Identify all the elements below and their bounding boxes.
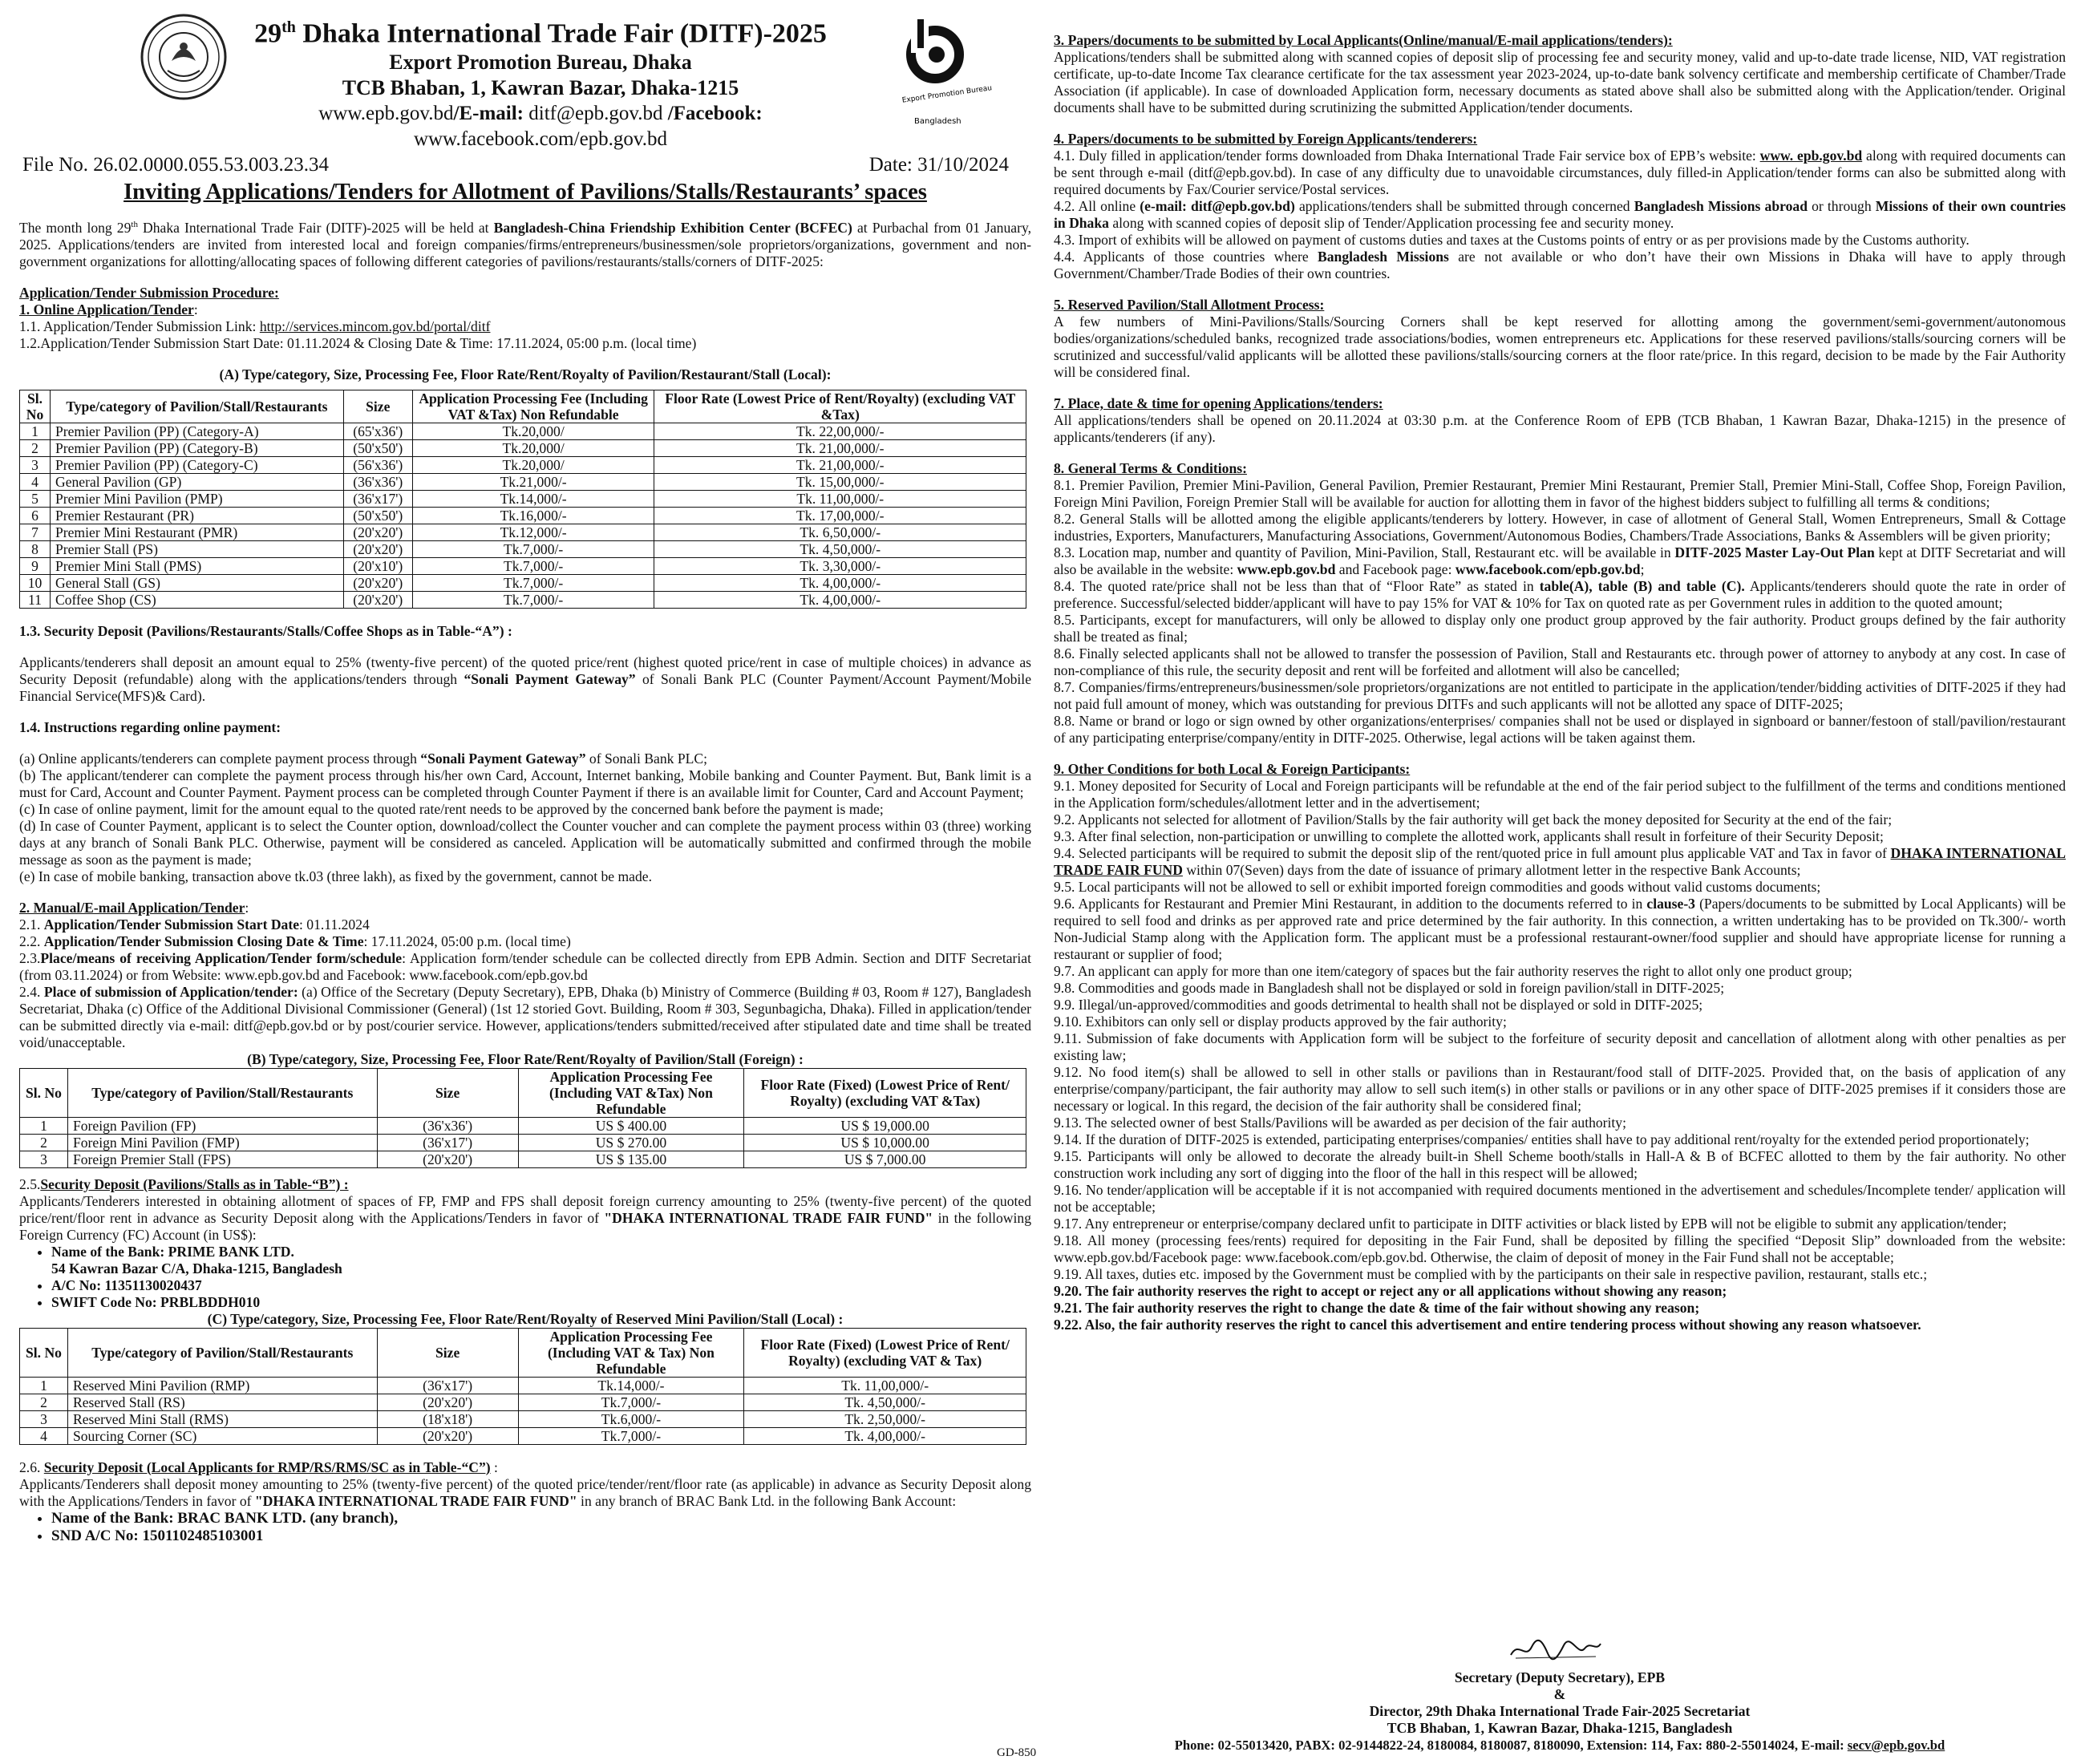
s14-c: (c) In case of online payment, limit for the amount equal to the quoted rate/rent needs to be approved by the concerned bank before the payment is made;: [19, 800, 884, 817]
r8-2: 8.2. General Stalls will be allotted among the eligible applicants/tenderers by lottery. However, in case of allotment of General Stall, Women Entrepreneurs, Small & Cottage industries, Exporters, Manufacturers, Manufacturing Associations, Government/Autonomous Bodies, Chambers/Trade Associations, Banks & Assemblers will be given priority;: [1054, 511, 2066, 544]
table-cell: US $ 19,000.00: [744, 1117, 1026, 1134]
table-cell: Tk.6,000/-: [518, 1410, 744, 1427]
table-cell: Reserved Mini Stall (RMS): [67, 1410, 377, 1427]
signature-amp: &: [1553, 1686, 1566, 1702]
table-cell: Tk. 3,30,000/-: [654, 557, 1026, 574]
r9-6: 9.6. Applicants for Restaurant and Premier Mini Restaurant, in addition to the documents referred to in clause-3 (Papers/documents to be submitted by Local Applicants) will be required to sell food and drinks as per approved rate and price determined by the fair authority. In this connection, a written undertaking has to be provided on Tk.300/- worth Non-Judicial Stamp along with the Application form. The applicant must be a professional restaurant-owner/food supplier and should have appropriate license for running a restaurant or supplier of food;: [1054, 896, 2066, 962]
r9-10: 9.10. Exhibitors can only sell or display products approved by the fair authority;: [1054, 1013, 1507, 1030]
right-column: [1054, 32, 2066, 1333]
procedure-heading: Application/Tender Submission Procedure:: [19, 284, 279, 301]
table-cell: Reserved Stall (RS): [67, 1394, 377, 1410]
r7-text: All applications/tenders shall be opened on 20.11.2024 at 03:30 p.m. at the Conference Room of EPB (TCB Bhaban, 1 Kawran Bazar, Dhaka-1215) in the presence of applicants/tenderers (if any).: [1054, 412, 2066, 445]
submission-link[interactable]: http://services.mincom.gov.bd/portal/ditf: [259, 318, 491, 334]
table-cell: Foreign Pavilion (FP): [67, 1117, 377, 1134]
swift-code: • SWIFT Code No: PRBLBDDH010: [51, 1294, 1031, 1311]
r5-text: A few numbers of Mini-Pavilions/Stalls/Sourcing Corners shall be kept reserved for allotting among the government/semi-government/autonomous bodies/organizations/scheduled banks, recognized trade associations/bodies, women entrepreneurs etc. Applications for these reserved pavilions/stalls/sourcing corners will be scrutinized and successful/valid applicants will be allotted these pavilions/stalls/sourcing corners at the floor rate/price. In this regard, decision to be made by the Fair Authority will be considered final.: [1054, 314, 2066, 380]
s14-b: (b) The applicant/tenderer can complete the payment process through his/her own Card, Account, Internet banking, Mobile banking and Counter Payment. But, Bank limit is a must for Card, Account and Counter Payment. Payment process can be completed through Counter Payment if there is an available limit for Counter, Card and Account Payment;: [19, 767, 1031, 800]
table-cell: 4: [20, 1427, 68, 1444]
table-cell: Tk.7,000/-: [412, 540, 654, 557]
account-number: • A/C No: 11351130020437: [51, 1277, 1031, 1294]
table-row: [20, 1134, 1026, 1151]
table-c-caption: (C) Type/category, Size, Processing Fee, Floor Rate/Rent/Royalty of Reserved Mini Pavilion/Stall (Local) :: [207, 1310, 844, 1327]
table-cell: Foreign Premier Stall (FPS): [67, 1151, 377, 1167]
s2-4: 2.4. Place of submission of Application/tender: (a) Office of the Secretary (Deputy Secretary), EPB, Dhaka (b) Ministry of Commerce (Building # 03, Room # 127), Bangladesh Secretariat, Dhaka (c) Office of the Additional Divisional Commissioner (General) (1st 12 storied Govt. Building, Room # 303, Segunbagicha, Dhaka). Filled in application/tender can be submitted directly via e-mail: ditf@epb.gov.bd or by post/courier service. However, applications/tenders submitted/received after stipulated date and time shall be treated void/unacceptable.: [19, 983, 1031, 1050]
s14-e: (e) In case of mobile banking, transaction above tk.03 (three lakh), as fixed by the government, cannot be made.: [19, 868, 652, 884]
table-cell: 10: [20, 574, 51, 591]
table-cell: Tk.14,000/-: [412, 490, 654, 507]
table-row: [20, 540, 1026, 557]
signature-mark: [1508, 1636, 1604, 1663]
header: [19, 0, 1031, 151]
signature-block: [1054, 1669, 2066, 1754]
table-row: [20, 490, 1026, 507]
table-a-body: [20, 423, 1026, 608]
s14-d: (d) In case of Counter Payment, applicant is to select the Counter option, download/collect the Counter voucher and can complete the payment process within 03 (three) working days at any branch of Sonali Bank PLC. Otherwise, payment will be considered as canceled. Application will be automatically submitted and confirmed through the mobile message as soon as the payment is made;: [19, 817, 1031, 868]
r4-1: 4.1. Duly filled in application/tender forms downloaded from Dhaka International Trade Fair service box of EPB’s website: www. epb.gov.bd along with required documents can be sent through e-mail (ditf@epb.gov.bd). In case of any difficulty due to unavoidable circumstances, duly filled-in Application/tender forms can also be submitted along with required documents by Fax/Courier service/Postal services.: [1054, 148, 2066, 197]
table-c-body: [20, 1377, 1026, 1444]
organization-name: Export Promotion Bureau, Dhaka: [389, 51, 692, 75]
r9-9: 9.9. Illegal/un-approved/commodities and goods detrimental to health shall not be displayed or sold in DITF-2025;: [1054, 997, 1703, 1013]
table-cell: General Pavilion (GP): [50, 473, 343, 490]
col-header: Floor Rate (Fixed) (Lowest Price of Rent/ Royalty) (excluding VAT & Tax): [744, 1328, 1026, 1377]
snd-account: • SND A/C No: 1501102485103001: [51, 1527, 1031, 1545]
r4-4: 4.4. Applicants of those countries where Bangladesh Missions are not available or who don’t have their own Missions in Dhaka will have to apply through Government/Chamber/Trade Bodies of their own countries.: [1054, 249, 2066, 281]
table-cell: (50'x50'): [343, 507, 412, 524]
r9-19: 9.19. All taxes, duties etc. imposed by the Government must be complied with by the participants on their sale in respective pavilion, restaurant, stalls etc.;: [1054, 1266, 1928, 1282]
r9-17: 9.17. Any entrepreneur or enterprise/company declared unfit to participate in DITF activities or black listed by EPB will not be eligible to submit any application/tender;: [1054, 1216, 2007, 1232]
table-cell: US $ 135.00: [518, 1151, 744, 1167]
table-cell: Sourcing Corner (SC): [67, 1427, 377, 1444]
table-cell: US $ 7,000.00: [744, 1151, 1026, 1167]
file-date-line: [19, 154, 1031, 176]
fair-title: 29th Dhaka International Trade Fair (DITF)-2025: [254, 18, 827, 49]
table-cell: 3: [20, 456, 51, 473]
signatory-address: TCB Bhaban, 1, Kawran Bazar, Dhaka-1215, Bangladesh: [1387, 1720, 1733, 1736]
table-cell: (56'x36'): [343, 456, 412, 473]
r3-text: Applications/tenders shall be submitted along with scanned copies of deposit slip of processing fee and security money, valid and up-to-date trade license, NID, VAT registration certificate, up-to-date Income Tax clearance certificate for the tax assessment year 2023-2024, up-to-date bank solvency certificate and membership certificate of Chamber/Trade Association (if applicable). In case of downloaded Application form, necessary documents as stated above shall also be submitted along with the Application/tender. Original documents shall have to be submitted during scrutinizing the submitted Application/tender documents.: [1054, 49, 2066, 115]
signatory-contact: Phone: 02-55013420, PABX: 02-9144822-24, 8180084, 8180087, 8180090, Extension: 114, Fax: 880-2-55014024, E-mail: secv@epb.gov.bd: [1174, 1738, 1945, 1753]
table-cell: (50'x50'): [343, 439, 412, 456]
table-cell: Tk.20,000/: [412, 456, 654, 473]
col-header: Sl. No: [20, 1068, 68, 1117]
svg-text:Export Promotion Bureau: Export Promotion Bureau: [901, 84, 993, 105]
table-cell: 8: [20, 540, 51, 557]
table-cell: 9: [20, 557, 51, 574]
table-cell: (20'x20'): [377, 1394, 518, 1410]
table-cell: Tk. 15,00,000/-: [654, 473, 1026, 490]
gd-number: GD-850: [997, 1746, 1037, 1759]
r8-3: 8.3. Location map, number and quantity of Pavilion, Mini-Pavilion, Stall, Restaurant etc. will be available in DITF-2025 Master Lay-Out Plan kept at DITF Secretariat and will also be available in the website: www.epb.gov.bd and Facebook page: www.facebook.com/epb.gov.bd;: [1054, 544, 2067, 577]
table-cell: Tk.7,000/-: [412, 591, 654, 608]
s2-3: 2.3.Place/means of receiving Application/Tender form/schedule: Application form/tender schedule can be collected directly from EPB Admin. Section and DITF Secretariat (from 03.11.2024) or from Website: www.epb.gov.bd and Facebook: www.facebook.com/epb.gov.bd: [19, 949, 1031, 983]
table-cell: Premier Mini Pavilion (PMP): [50, 490, 343, 507]
table-cell: Tk. 4,00,000/-: [654, 574, 1026, 591]
table-cell: 11: [20, 591, 51, 608]
col-header: Type/category of Pavilion/Stall/Restaurants: [67, 1068, 377, 1117]
r9-22: 9.22. Also, the fair authority reserves the right to cancel this advertisement and entire tendering process without showing any reason whatsoever.: [1054, 1317, 1921, 1333]
r8-1: 8.1. Premier Pavilion, Premier Mini-Pavilion, General Pavilion, Premier Restaurant, Premier Mini Restaurant, Premier Stall, Premier Mini-Stall, Coffee Shop, Foreign Pavilion, Foreign Mini Pavilion, Foreign Premier Stall will be available for auction for allotting them in favor of the highest bidders subject to fulfilling all terms & conditions;: [1054, 477, 2066, 510]
table-row: [20, 439, 1026, 456]
table-cell: (18'x18'): [377, 1410, 518, 1427]
table-cell: Tk. 2,50,000/-: [744, 1410, 1026, 1427]
s25-text: Applicants/Tenderers interested in obtaining allotment of spaces of FP, FMP and FPS shall deposit foreign currency amounting to 25% (twenty-five percent) of the quoted price/rent/floor rent in advance as Security Deposit along with the Applications/Tenders in favor of "DHAKA INTERNATIONAL TRADE FAIR FUND" in the following Foreign Currency (FC) Account (in US$):: [19, 1192, 1031, 1243]
r9-4: 9.4. Selected participants will be required to submit the deposit slip of the rent/quoted price in full amount plus applicable VAT and Tax in favor of DHAKA INTERNATIONAL TRADE FAIR FUND within 07(Seven) days from the date of issuance of primary allotment letter in the respective Bank Accounts;: [1054, 845, 2066, 878]
table-cell: (20'x10'): [343, 557, 412, 574]
brac-bank-details: [19, 1510, 1031, 1545]
r4-heading: 4. Papers/documents to be submitted by Foreign Applicants/tenderers:: [1054, 131, 1478, 147]
table-cell: Tk. 21,00,000/-: [654, 439, 1026, 456]
table-cell: (20'x20'): [377, 1427, 518, 1444]
table-cell: Tk.7,000/-: [412, 557, 654, 574]
r9-5: 9.5. Local participants will not be allowed to sell or exhibit imported foreign commodities and goods without valid customs documents;: [1054, 879, 1821, 895]
table-a-caption: (A) Type/category, Size, Processing Fee, Floor Rate/Rent/Royalty of Pavilion/Restaurant/Stall (Local):: [219, 366, 832, 382]
table-cell: Tk.7,000/-: [518, 1427, 744, 1444]
table-cell: Tk. 6,50,000/-: [654, 524, 1026, 540]
r8-4: 8.4. The quoted rate/price shall not be less than that of “Floor Rate” as stated in table(A), table (B) and table (C). Applicants/tenderers should quote the rate in order of preference. Successful/selected bidder/applicant will have to pay 15% for VAT & 10% for Tax on quoted rate as per Government rules in addition to the quoted amount;: [1054, 578, 2066, 611]
signatory-title: Secretary (Deputy Secretary), EPB: [1454, 1669, 1666, 1685]
online-heading: 1. Online Application/Tender:: [19, 301, 198, 318]
table-cell: Tk. 21,00,000/-: [654, 456, 1026, 473]
table-cell: (20'x20'): [343, 591, 412, 608]
table-cell: 1: [20, 423, 51, 439]
r4-2: 4.2. All online (e-mail: ditf@epb.gov.bd) applications/tenders shall be submitted through concerned Bangladesh Missions abroad or through Missions of their own countries in Dhaka along with scanned copies of deposit slip of Tender/Application processing fee and security money.: [1054, 198, 2066, 231]
table-cell: Tk. 11,00,000/-: [654, 490, 1026, 507]
table-cell: 4: [20, 473, 51, 490]
contact-email-link[interactable]: secv@epb.gov.bd: [1847, 1738, 1945, 1753]
col-header: Type/category of Pavilion/Stall/Restaurants: [50, 390, 343, 423]
table-row: [20, 456, 1026, 473]
r9-20: 9.20. The fair authority reserves the right to accept or reject any or all applications without showing any reason;: [1054, 1283, 1727, 1299]
table-row: [20, 524, 1026, 540]
table-row: [20, 1117, 1026, 1134]
table-row: [20, 473, 1026, 490]
table-cell: Foreign Mini Pavilion (FMP): [67, 1134, 377, 1151]
table-c: [19, 1328, 1026, 1445]
r3-heading: 3. Papers/documents to be submitted by Local Applicants(Online/manual/E-mail applications/tenders):: [1054, 32, 1673, 48]
table-cell: Tk.14,000/-: [518, 1377, 744, 1394]
table-cell: (36'x36'): [343, 473, 412, 490]
col-header: Sl. No: [20, 390, 51, 423]
table-cell: General Stall (GS): [50, 574, 343, 591]
table-cell: Tk. 11,00,000/-: [744, 1377, 1026, 1394]
table-cell: US $ 10,000.00: [744, 1134, 1026, 1151]
col-header: Floor Rate (Fixed) (Lowest Price of Rent/ Royalty) (excluding VAT &Tax): [744, 1068, 1026, 1117]
notice-title: Inviting Applications/Tenders for Allotment of Pavilions/Stalls/Restaurants’ spaces: [123, 180, 927, 204]
s13-text: Applicants/tenderers shall deposit an amount equal to 25% (twenty-five percent) of the quoted price/rent (highest quoted price/rent in case of multiple choices) in advance as Security Deposit (refundable) along with the applications/tenders through “Sonali Payment Gateway” of Sonali Bank PLC (Counter Payment/Account Payment/Mobile Financial Service(MFS)& Card).: [19, 653, 1032, 704]
table-cell: Premier Pavilion (PP) (Category-B): [50, 439, 343, 456]
r8-5: 8.5. Participants, except for manufacturers, will only be allowed to display only one product group approved by the fair authority. Product groups defined by the fair authority shall be treated as final;: [1054, 612, 2066, 645]
r8-6: 8.6. Finally selected applicants shall not be allowed to transfer the possession of Pavilion, Stall and Restaurants etc. through power of attorney to anybody at any cost. In case of non-compliance of this rule, the security deposit and rent will be forfeited and allotment will also be cancelled;: [1054, 645, 2066, 678]
table-cell: (20'x20'): [343, 540, 412, 557]
table-cell: 5: [20, 490, 51, 507]
col-header: Sl. No: [20, 1328, 68, 1377]
s14-heading: 1.4. Instructions regarding online payment:: [19, 718, 281, 735]
r9-3: 9.3. After final selection, non-participation or unwilling to complete the allotted work, applicants shall result in forfeiture of their Security Deposit;: [1054, 828, 1884, 844]
table-cell: Tk.16,000/-: [412, 507, 654, 524]
table-cell: 2: [20, 1394, 68, 1410]
table-cell: Tk. 4,50,000/-: [744, 1394, 1026, 1410]
table-cell: Tk.20,000/: [412, 423, 654, 439]
table-cell: Tk. 22,00,000/-: [654, 423, 1026, 439]
table-cell: Premier Mini Restaurant (PMR): [50, 524, 343, 540]
table-cell: (20'x20'): [343, 524, 412, 540]
table-cell: Tk.20,000/: [412, 439, 654, 456]
table-row: [20, 1410, 1026, 1427]
left-column: [19, 0, 1031, 1545]
table-row: [20, 1151, 1026, 1167]
contact-line: www.epb.gov.bd/E-mail: ditf@epb.gov.bd /Facebook: www.facebook.com/epb.gov.bd: [318, 103, 763, 151]
table-cell: 1: [20, 1117, 68, 1134]
bank-name: • Name of the Bank: BRAC BANK LTD. (any branch),: [51, 1510, 1031, 1527]
table-cell: (36'x17'): [377, 1134, 518, 1151]
table-row: [20, 591, 1026, 608]
table-row: [20, 423, 1026, 439]
submission-link-line: 1.1. Application/Tender Submission Link: http://services.mincom.gov.bd/portal/ditf: [19, 318, 491, 334]
table-cell: Premier Stall (PS): [50, 540, 343, 557]
s13-heading: 1.3. Security Deposit (Pavilions/Restaurants/Stalls/Coffee Shops as in Table-“A”) :: [19, 622, 512, 639]
table-cell: US $ 270.00: [518, 1134, 744, 1151]
table-cell: Tk. 4,00,000/-: [744, 1427, 1026, 1444]
table-b: [19, 1068, 1026, 1168]
table-b-caption: (B) Type/category, Size, Processing Fee, Floor Rate/Rent/Royalty of Pavilion/Stall (Foreign) :: [247, 1050, 804, 1067]
r9-16: 9.16. No tender/application will be acceptable if it is not accompanied with required documents mentioned in the advertisement and schedules/Incomplete tender/ application will not be acceptable;: [1054, 1182, 2066, 1215]
s25-heading: 2.5.Security Deposit (Pavilions/Stalls as in Table-“B”) :: [19, 1175, 349, 1192]
organization-address: TCB Bhaban, 1, Kawran Bazar, Dhaka-1215: [342, 76, 739, 100]
table-cell: Premier Pavilion (PP) (Category-C): [50, 456, 343, 473]
table-cell: 2: [20, 439, 51, 456]
file-number: File No. 26.02.0000.055.53.003.23.34: [22, 154, 329, 176]
table-row: [20, 557, 1026, 574]
table-a: [19, 390, 1026, 609]
col-header: Application Processing Fee (Including VAT &Tax) Non Refundable: [518, 1068, 744, 1117]
col-header: Application Processing Fee (Including VAT & Tax) Non Refundable: [518, 1328, 744, 1377]
table-cell: Premier Pavilion (PP) (Category-A): [50, 423, 343, 439]
table-cell: (65'x36'): [343, 423, 412, 439]
table-cell: (36'x17'): [377, 1377, 518, 1394]
table-cell: Premier Mini Stall (PMS): [50, 557, 343, 574]
government-seal-icon: [140, 13, 228, 101]
online-dates: 1.2.Application/Tender Submission Start Date: 01.11.2024 & Closing Date & Time: 17.11.2024, 05:00 p.m. (local time): [19, 334, 697, 351]
table-cell: (20'x20'): [343, 574, 412, 591]
r9-1: 9.1. Money deposited for Security of Local and Foreign participants will be refundable at the end of the fair period subject to the fulfillment of the terms and conditions mentioned in the Application form/schedules/allotment letter and in the advertisement;: [1054, 778, 2066, 811]
table-cell: 7: [20, 524, 51, 540]
table-cell: Tk.7,000/-: [518, 1394, 744, 1410]
r9-13: 9.13. The selected owner of best Stalls/Pavilions will be awarded as per decision of the fair authority;: [1054, 1115, 1626, 1131]
table-row: [20, 507, 1026, 524]
s2-2: 2.2. Application/Tender Submission Closing Date & Time: 17.11.2024, 05:00 p.m. (local time): [19, 933, 571, 949]
table-cell: US $ 400.00: [518, 1117, 744, 1134]
r9-heading: 9. Other Conditions for both Local & Foreign Participants:: [1054, 761, 1411, 777]
table-cell: 6: [20, 507, 51, 524]
r8-heading: 8. General Terms & Conditions:: [1054, 460, 1247, 476]
r8-8: 8.8. Name or brand or logo or sign owned by other organizations/enterprises/ companies shall not be used or displayed in signboard or banner/festoon of stall/pavilion/restaurant of any participating enterprise/company/entity in DITF-2025. Otherwise, legal actions will be taken against them.: [1054, 713, 2066, 746]
table-cell: Tk.12,000/-: [412, 524, 654, 540]
table-row: [20, 574, 1026, 591]
table-cell: Tk.7,000/-: [412, 574, 654, 591]
table-row: [20, 1394, 1026, 1410]
epb-logo: [895, 13, 993, 133]
s26-heading: 2.6. Security Deposit (Local Applicants for RMP/RS/RMS/SC as in Table-“C”) :: [19, 1459, 498, 1475]
r9-8: 9.8. Commodities and goods made in Bangladesh shall not be displayed or sold in foreign pavilion/stall in DITF-2025;: [1054, 980, 1725, 996]
table-cell: Tk. 4,00,000/-: [654, 591, 1026, 608]
col-header: Application Processing Fee (Including VAT &Tax) Non Refundable: [412, 390, 654, 423]
table-cell: (36'x36'): [377, 1117, 518, 1134]
table-row: [20, 1377, 1026, 1394]
r9-2: 9.2. Applicants not selected for allotment of Pavilion/Stalls by the fair authority will get back the money deposited for Security at the end of the fair;: [1054, 811, 1893, 827]
r9-7: 9.7. An applicant can apply for more than one item/category of spaces but the fair authority reserves the right to allot only one product group;: [1054, 963, 1852, 979]
table-cell: 2: [20, 1134, 68, 1151]
s14-a: (a) Online applicants/tenderers can complete payment process through “Sonali Payment Gateway” of Sonali Bank PLC;: [19, 750, 708, 767]
col-header: Size: [377, 1068, 518, 1117]
s2-1: 2.1. Application/Tender Submission Start Date: 01.11.2024: [19, 916, 370, 933]
svg-text:Bangladesh: Bangladesh: [914, 117, 962, 126]
r9-11: 9.11. Submission of fake documents with Application form will be subject to the forfeiture of security deposit and cancellation of allotment along with other penalties as per existing law;: [1054, 1030, 2066, 1063]
notice-date: Date: 31/10/2024: [868, 154, 1009, 176]
col-header: Size: [377, 1328, 518, 1377]
r9-15: 9.15. Participants will only be allowed to decorate the already built-in Shell Scheme booth/stalls in Hall-A & B of BCFEC allotted to them by the fair authority. No other construction work including any sort of digging into the floor of the hall in this respect will be allowed;: [1054, 1148, 2066, 1181]
r9-12: 9.12. No food item(s) shall be allowed to sell in other stalls or pavilions than in Restaurant/food stall of DITF-2025. Provided that, on the basis of application of any enterprise/company/participant, the fair authority may allow to sell such item(s) in other stalls or pavilions or in any other space of DITF-2025 premises if it considers those are necessary or logical. In this regard, the decision of the fair authority shall be considered final;: [1054, 1064, 2066, 1114]
table-row: [20, 1427, 1026, 1444]
r9-18: 9.18. All money (processing fees/rents) required for depositing in the Fair Fund, shall be deposited by filling the specified “Deposit Slip” downloaded from the website: www.epb.gov.bd/Facebook page: www.facebook.com/epb.gov.bd. Otherwise, the claim of deposit of money in the Fair Fund shall not be acceptable;: [1054, 1232, 2066, 1265]
intro-paragraph: The month long 29th Dhaka International Trade Fair (DITF)-2025 will be held at Bangladesh-China Friendship Exhibition Center (BCFEC) at Purbachal from 01 January, 2025. Applications/tenders are invited from interested local and foreign companies/firms/entrepreneurs/businessmen/sole proprietors/organizations, government and non-government organizations for allotting/allocating spaces of following different categories of pavilions/restaurants/stalls/corners of DITF-2025:: [19, 219, 1031, 269]
s26-text: Applicants/Tenderers shall deposit money amounting to 25% (twenty-five percent) of the quoted price/tender/rent/floor rate (as applicable) in advance as Security Deposit along with the Applications/Tenders in favor of "DHAKA INTERNATIONAL TRADE FAIR FUND" in any branch of BRAC Bank Ltd. in the following Bank Account:: [19, 1475, 1031, 1509]
col-header: Type/category of Pavilion/Stall/Restaurants: [67, 1328, 377, 1377]
table-cell: Coffee Shop (CS): [50, 591, 343, 608]
r7-heading: 7. Place, date & time for opening Applications/tenders:: [1054, 395, 1383, 411]
bank-name: • Name of the Bank: PRIME BANK LTD. 54 Kawran Bazar C/A, Dhaka-1215, Bangladesh: [51, 1244, 1031, 1277]
prime-bank-details: [19, 1244, 1031, 1311]
table-cell: 3: [20, 1410, 68, 1427]
col-header: Size: [343, 390, 412, 423]
table-cell: Tk.21,000/-: [412, 473, 654, 490]
r5-heading: 5. Reserved Pavilion/Stall Allotment Process:: [1054, 297, 1325, 313]
header-text: [220, 11, 861, 152]
signatory-director: Director, 29th Dhaka International Trade Fair-2025 Secretariat: [1369, 1703, 1751, 1719]
col-header: Floor Rate (Lowest Price of Rent/Royalty) (excluding VAT &Tax): [654, 390, 1026, 423]
table-cell: Tk. 4,50,000/-: [654, 540, 1026, 557]
table-cell: 3: [20, 1151, 68, 1167]
table-cell: 1: [20, 1377, 68, 1394]
r9-21: 9.21. The fair authority reserves the right to change the date & time of the fair without showing any reason;: [1054, 1300, 1700, 1316]
r8-7: 8.7. Companies/firms/entrepreneurs/businessmen/sole proprietors/organizations are not entitled to participate in the application/tender/bidding activities of DITF-2025 if they had not paid full amount of money, which was outstanding for previous DITFs and such applicants will not be allotted any space of DITF-2025;: [1054, 679, 2066, 712]
table-cell: Reserved Mini Pavilion (RMP): [67, 1377, 377, 1394]
s2-heading: 2. Manual/E-mail Application/Tender:: [19, 899, 249, 916]
table-cell: Premier Restaurant (PR): [50, 507, 343, 524]
table-cell: Tk. 17,00,000/-: [654, 507, 1026, 524]
table-cell: (20'x20'): [377, 1151, 518, 1167]
table-cell: (36'x17'): [343, 490, 412, 507]
table-b-body: [20, 1117, 1026, 1167]
r4-3: 4.3. Import of exhibits will be allowed on payment of customs duties and taxes at the Customs points of entry or as per provisions made by the Customs authority.: [1054, 232, 1970, 248]
r9-14: 9.14. If the duration of DITF-2025 is extended, participating enterprises/companies/ entities shall have to pay additional rent/royalty for the extended period proportionately;: [1054, 1131, 2030, 1147]
